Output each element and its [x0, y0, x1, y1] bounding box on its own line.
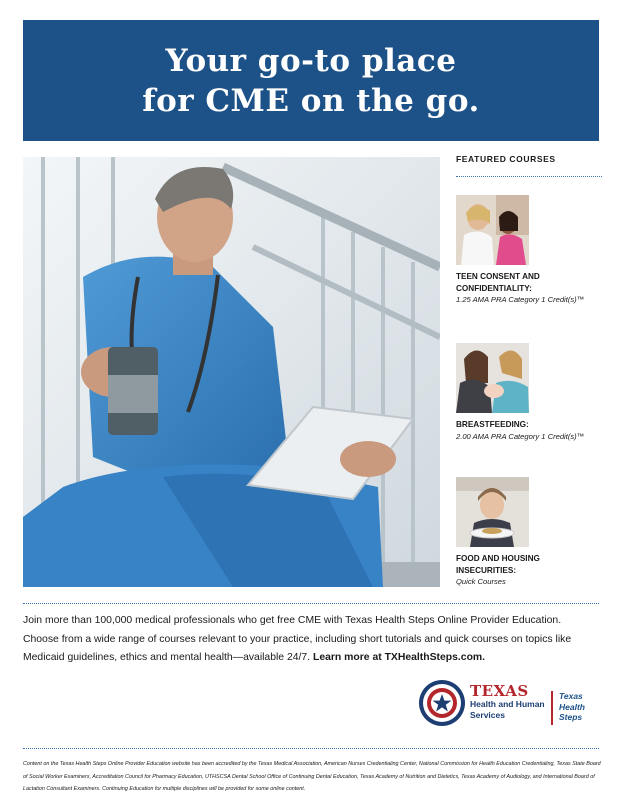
doctor-with-girl-photo [456, 195, 529, 265]
course-credit: 2.00 AMA PRA Category 1 Credit(s)™ [456, 431, 585, 441]
hhs-wordmark [470, 683, 545, 720]
featured-courses-heading: FEATURED COURSES [456, 154, 556, 164]
hhs-line-2: Services [470, 709, 505, 720]
intro-text: Join more than 100,000 medical professionals who get free CME with Texas Health Steps Online Provider Education. Choose from a wide range of courses relevant to your practice, including short tutorials and quick courses on topics like Medicaid guidelines, ethics and mental health—available 24/7. [23, 615, 572, 663]
featured-courses-sidebar [456, 150, 602, 586]
course-thumbnail[interactable] [456, 195, 529, 265]
course-title[interactable]: BREASTFEEDING: [456, 420, 529, 429]
course-title[interactable]: TEEN CONSENT AND CONFIDENTIALITY: [456, 272, 540, 293]
accreditation-footer: Content on the Texas Health Steps Online Provider Education website has been accredited by the Texas Medical Association, American Nurses Credentialing Center, National Commission for Health Education Credentialing, Texas State Board of Social Worker Examiners, Accreditation Council for Pharmacy Education, UTHSCSA Dental School Office of Continuing Dental Education, Texas Academy of Nutrition and Dietetics, Texas Academy of Audiology, and International Board of Lactation Consultant Examiners. Continuing Education for multiple disciplines will be provided for some online content. [23, 761, 601, 792]
texas-hhs-seal-icon [418, 679, 466, 727]
course-credit: 1.25 AMA PRA Category 1 Credit(s)™ [456, 295, 585, 304]
logo-separator [551, 691, 553, 725]
girl-eating-photo [456, 477, 529, 547]
ths-line-2: Health [559, 701, 585, 712]
course-thumbnail[interactable] [456, 477, 529, 547]
course-thumbnail[interactable] [456, 343, 529, 413]
headline-line-1: Your go-to place [165, 42, 457, 79]
ths-line-1: Texas [559, 691, 583, 701]
course-title[interactable]: FOOD AND HOUSING INSECURITIES: [456, 554, 540, 575]
course-item-breastfeeding[interactable] [456, 343, 602, 442]
hhs-texas-text: TEXAS [470, 682, 529, 700]
mothers-with-infant-photo [456, 343, 529, 413]
learn-more-link[interactable]: Learn more at TXHealthSteps.com. [312, 652, 486, 663]
section-divider [23, 603, 599, 604]
sidebar-divider [456, 176, 602, 177]
texas-health-steps-wordmark [559, 691, 585, 723]
intro-paragraph [23, 612, 593, 668]
footer-divider [23, 748, 599, 749]
hhs-line-1: Health and Human [470, 699, 545, 709]
hero-photo-doctor-with-tablet [23, 157, 440, 587]
course-item-food-housing[interactable] [456, 477, 602, 587]
course-item-teen-consent[interactable] [456, 195, 602, 305]
logo-lockup [418, 679, 598, 731]
ths-line-3: Steps [559, 712, 583, 722]
headline-banner [23, 20, 599, 141]
headline-line-2: for CME on the go. [142, 82, 480, 119]
course-credit: Quick Courses [456, 577, 506, 586]
hero-illustration [23, 157, 440, 587]
